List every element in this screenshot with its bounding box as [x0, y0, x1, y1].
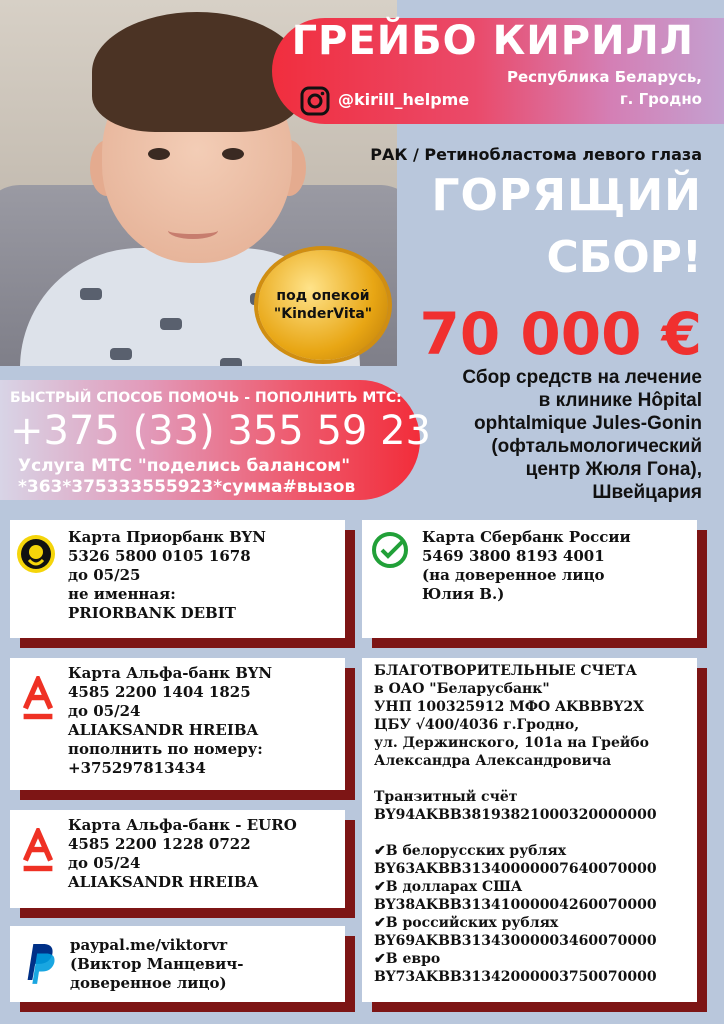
kindervita-badge	[258, 250, 388, 360]
hot-line1: ГОРЯЩИЙ	[431, 170, 702, 221]
badge-line1: под опекой	[276, 288, 370, 304]
region-line1: Республика Беларусь,	[507, 68, 702, 86]
mts-ussd[interactable]: *363*375333555923*сумма#вызов	[18, 477, 356, 497]
instagram-handle[interactable]: @kirill_helpme	[338, 90, 470, 109]
priorbank-logo-icon	[16, 534, 56, 574]
sberbank-logo-icon	[370, 530, 410, 570]
card-priorbank: Карта Приорбанк BYN 5326 5800 0105 1678 до 05/25 не именная: PRIORBANK DEBIT	[10, 520, 345, 638]
card-alfa-byn: Карта Альфа-банк BYN 4585 2200 1404 1825 до 05/24 ALIAKSANDR HREIBA пополнить по номеру: +375297813434	[10, 658, 345, 790]
card-paypal: paypal.me/viktorvr (Виктор Манцевич- доверенное лицо)	[10, 926, 345, 1002]
region-line2: г. Гродно	[619, 90, 702, 108]
hot-line2: СБОР!	[546, 232, 702, 283]
mts-phone[interactable]: +375 (33) 355 59 23	[10, 408, 431, 454]
card-alfa-euro: Карта Альфа-банк - EURO 4585 2200 1228 0722 до 05/24 ALIAKSANDR HREIBA	[10, 810, 345, 908]
amount: 70 000 €	[419, 300, 702, 368]
card-sberbank: Карта Сбербанк России 5469 3800 8193 4001 (на доверенное лицо Юлия В.)	[362, 520, 697, 638]
paypal-logo-icon	[20, 940, 58, 984]
mts-title: БЫСТРЫЙ СПОСОБ ПОМОЧЬ - ПОПОЛНИТЬ МТС:	[10, 390, 402, 406]
diagnosis: РАК / Ретинобластома левого глаза	[370, 145, 702, 164]
alfabank-logo-icon	[20, 676, 56, 721]
child-name: ГРЕЙБО КИРИЛЛ	[291, 18, 694, 64]
badge-line2: "KinderVita"	[273, 306, 373, 322]
instagram-icon	[300, 86, 330, 116]
purpose-text: Сбор средств на лечение в клинике Hôpital ophtalmique Jules-Gonin (офтальмологический центр Жюля Гона), Швейцария	[462, 367, 702, 503]
mts-service: Услуга МТС "поделись балансом"	[18, 456, 351, 476]
paypal-link[interactable]: paypal.me/viktorvr	[70, 936, 228, 954]
card-charity-accounts: БЛАГОТВОРИТЕЛЬНЫЕ СЧЕТА в ОАО "Беларусбанк" УНП 100325912 МФО AKBBBY2X ЦБУ √400/4036 г.Гродно, ул. Держинского, 101а на Грейбо Александра Александровича Транзитный счёт BY94AKBB38193821000320000000 ✔В белорусских рублях BY63AKBB31340000007640070000 ✔В долларах США BY38AKBB31341000004260070000 ✔В российских рублях BY69AKBB31343000003460070000 ✔В евро BY73AKBB31342000003750070000	[362, 658, 697, 1002]
alfabank-logo-icon	[20, 828, 56, 873]
